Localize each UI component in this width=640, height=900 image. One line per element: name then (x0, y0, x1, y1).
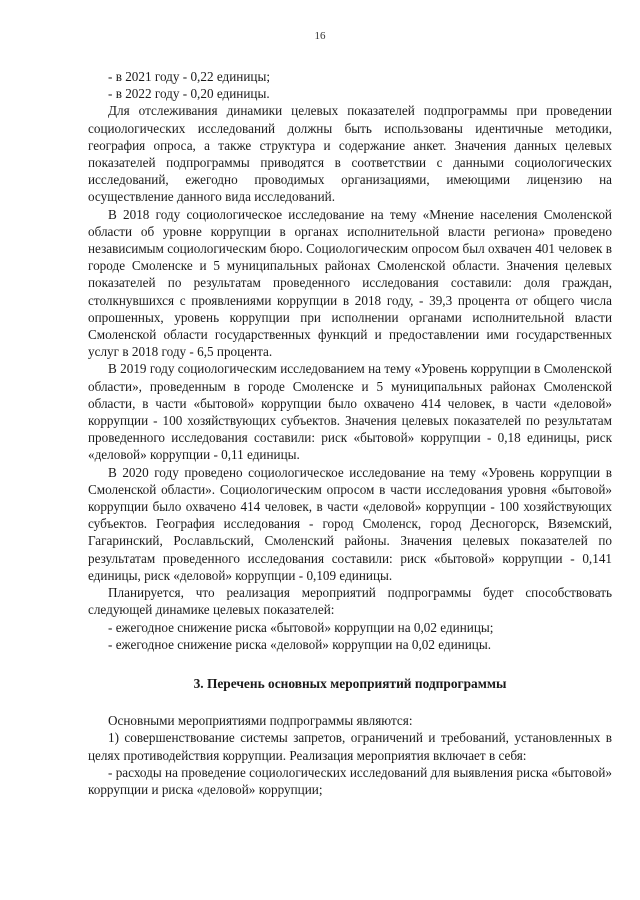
section-heading: 3. Перечень основных мероприятий подпрограммы (193, 675, 507, 691)
paragraph: Основными мероприятиями подпрограммы являются: (108, 713, 413, 729)
paragraph: 1) совершенствование системы запретов, ограничений и требований, установленных в целях противодействия коррупции. Реализация мероприятия включает в себя: (88, 730, 612, 763)
document-body (88, 68, 612, 798)
paragraph: В 2020 году проведено социологическое исследование на тему «Уровень коррупции в Смоленской области». Социологическим опросом в части исследования уровня «бытовой» коррупции было охвачено 414 человек, в части «деловой» коррупции - 100 хозяйствующих субъектов. География исследования - город Смоленск, город Десногорск, Вяземский, Гагаринский, Рославльский, Смоленский районы. Значения целевых показателей по результатам проведенного исследования составили: риск «бытовой» коррупции - 0,141 единицы, риск «деловой» коррупции - 0,109 единицы. (88, 464, 612, 583)
paragraph: Планируется, что реализация мероприятий подпрограммы будет способствовать следующей динамике целевых показателей: (88, 585, 612, 618)
page-number: 16 (314, 30, 326, 42)
paragraph: В 2018 году социологическое исследование на тему «Мнение населения Смоленской области об уровне коррупции в органах исполнительной власти региона» проведено независимым социологическим бюро. Социологическим опросом был охвачен 401 человек в городе Смоленске и 5 муниципальных районах Смоленской области. Значения целевых показателей по результатам проведенного исследования составили: доля граждан, столкнувшихся с проявлениями коррупции в 2018 году, - 39,3 процента от общего числа опрошенных, уровень коррупции при исполнении органами исполнительной власти Смоленской области государственных функций и предоставлении ими государственных услуг в 2018 году - 6,5 процента. (88, 206, 612, 360)
paragraph: - в 2021 году - 0,22 единицы; (108, 69, 270, 84)
paragraph: Для отслеживания динамики целевых показателей подпрограммы при проведении социологических исследований должны быть использованы идентичные методики, география опроса, а также структура и содержание анкет. Значения данных целевых показателей подпрограммы приводятся в соответствии с данными социологических исследований, ежегодно проводимых организациями, имеющими лицензию на осуществление данного вида исследований. (88, 103, 612, 205)
paragraph: В 2019 году социологическим исследованием на тему «Уровень коррупции в Смоленской области», проведенным в городе Смоленске и 5 муниципальных районах Смоленской области, в части «бытовой» коррупции было охвачено 414 человек, в части «деловой» коррупции - 100 хозяйствующих субъектов. Значения целевых показателей по результатам проведенного исследования составили: риск «бытовой» коррупции - 0,18 единицы, риск «деловой» коррупции - 0,11 единицы. (88, 361, 612, 463)
paragraph: - в 2022 году - 0,20 единицы. (108, 86, 270, 102)
paragraph: - ежегодное снижение риска «бытовой» коррупции на 0,02 единицы; (108, 619, 494, 635)
paragraph: - расходы на проведение социологических исследований для выявления риска «бытовой» коррупции и риска «деловой» коррупции; (88, 764, 612, 797)
paragraph: - ежегодное снижение риска «деловой» коррупции на 0,02 единицы. (108, 636, 492, 652)
